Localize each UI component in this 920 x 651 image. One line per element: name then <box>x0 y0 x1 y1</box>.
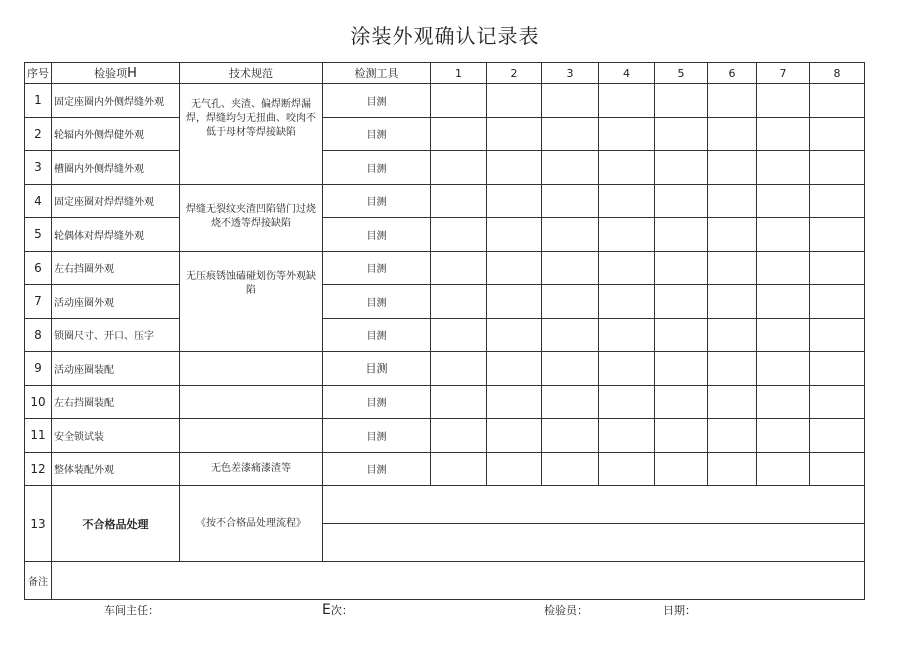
check-cell[interactable] <box>757 285 810 319</box>
check-cell[interactable] <box>655 318 708 352</box>
check-cell[interactable] <box>810 285 865 319</box>
check-cell[interactable] <box>542 285 599 319</box>
table-row <box>25 251 865 285</box>
inspection-item: 轮偶体对焊焊缝外观 <box>52 218 180 252</box>
check-cell[interactable] <box>431 419 487 453</box>
check-cell[interactable] <box>757 385 810 419</box>
check-cell[interactable] <box>542 251 599 285</box>
check-cell[interactable] <box>542 151 599 185</box>
table-row <box>25 218 865 252</box>
row-number: 11 <box>25 419 52 453</box>
check-cell[interactable] <box>487 84 542 118</box>
check-cell[interactable] <box>431 151 487 185</box>
row-number: 7 <box>25 285 52 319</box>
footer-director: 车间主任： <box>104 604 159 617</box>
table-row <box>25 419 865 453</box>
check-cell[interactable] <box>810 218 865 252</box>
check-tool: 目测 <box>323 117 431 151</box>
tech-spec <box>180 352 323 386</box>
check-cell[interactable] <box>599 385 655 419</box>
check-cell[interactable] <box>599 352 655 386</box>
check-cell[interactable] <box>757 84 810 118</box>
inspection-item: 轮辐内外侧焊健外观 <box>52 117 180 151</box>
check-cell[interactable] <box>599 184 655 218</box>
check-cell[interactable] <box>487 385 542 419</box>
check-cell[interactable] <box>708 452 757 486</box>
check-cell[interactable] <box>757 184 810 218</box>
inspection-item: 锁圈尺寸、开口、压字 <box>52 318 180 352</box>
check-cell[interactable] <box>487 251 542 285</box>
check-cell[interactable] <box>599 452 655 486</box>
tech-spec <box>180 385 323 419</box>
table-row <box>25 184 865 218</box>
check-cell[interactable] <box>599 84 655 118</box>
check-cell[interactable] <box>708 385 757 419</box>
header-col-6: 6 <box>708 63 757 84</box>
check-cell[interactable] <box>757 452 810 486</box>
tech-spec: 无气孔、夹渣、偏焊断焊漏焊，焊缝均匀无扭曲、咬肉不低于母材等焊接缺陷 <box>180 84 323 185</box>
remarks-row <box>25 562 865 600</box>
check-cell[interactable] <box>757 117 810 151</box>
check-cell[interactable] <box>542 84 599 118</box>
check-cell[interactable] <box>757 419 810 453</box>
check-cell[interactable] <box>431 84 487 118</box>
check-cell[interactable] <box>487 318 542 352</box>
check-cell[interactable] <box>542 352 599 386</box>
header-col-8: 8 <box>810 63 865 84</box>
table-row <box>25 318 865 352</box>
footer-date: 日期： <box>663 604 696 617</box>
remarks-field[interactable] <box>52 562 865 600</box>
inspection-item: 左右挡圈外观 <box>52 251 180 285</box>
check-cell[interactable] <box>655 251 708 285</box>
tech-spec: 无压痕锈蚀磕碰划伤等外观缺陷 <box>180 251 323 352</box>
table-row <box>25 385 865 419</box>
footer-shift-suffix: 次： <box>330 604 353 617</box>
check-cell[interactable] <box>487 151 542 185</box>
check-cell[interactable] <box>431 285 487 319</box>
check-cell[interactable] <box>542 419 599 453</box>
check-cell[interactable] <box>487 285 542 319</box>
tech-spec: 焊缝无裂纹夹渣凹陷错门过烧烧不透等焊接缺陷 <box>180 184 323 251</box>
check-cell[interactable] <box>655 352 708 386</box>
check-cell[interactable] <box>487 184 542 218</box>
table-row <box>25 285 865 319</box>
check-cell[interactable] <box>708 218 757 252</box>
check-cell[interactable] <box>655 184 708 218</box>
header-col-5: 5 <box>655 63 708 84</box>
check-cell[interactable] <box>810 419 865 453</box>
row-number: 12 <box>25 452 52 486</box>
row-number: 6 <box>25 251 52 285</box>
check-cell[interactable] <box>542 218 599 252</box>
check-cell[interactable] <box>487 218 542 252</box>
inspection-item: 左右挡圈装配 <box>52 385 180 419</box>
check-cell[interactable] <box>708 285 757 319</box>
check-cell[interactable] <box>599 251 655 285</box>
check-cell[interactable] <box>599 151 655 185</box>
row-number: 3 <box>25 151 52 185</box>
inspection-item: 活动座圈装配 <box>52 352 180 386</box>
row-number: 5 <box>25 218 52 252</box>
nonconforming-record[interactable] <box>323 524 865 562</box>
check-cell[interactable] <box>542 184 599 218</box>
check-cell[interactable] <box>487 419 542 453</box>
check-cell[interactable] <box>810 184 865 218</box>
row-number: 1 <box>25 84 52 118</box>
check-cell[interactable] <box>810 117 865 151</box>
check-cell[interactable] <box>708 117 757 151</box>
check-cell[interactable] <box>655 419 708 453</box>
check-cell[interactable] <box>655 117 708 151</box>
inspection-item: 活动座圈外观 <box>52 285 180 319</box>
inspection-item: 固定座圈内外侧焊缝外观 <box>52 84 180 118</box>
header-col-2: 2 <box>487 63 542 84</box>
check-cell[interactable] <box>708 251 757 285</box>
inspection-item: 安全锁试装 <box>52 419 180 453</box>
check-cell[interactable] <box>708 318 757 352</box>
check-cell[interactable] <box>810 84 865 118</box>
tech-spec: 无色差漆痛漆渣等 <box>180 452 323 486</box>
check-cell[interactable] <box>757 218 810 252</box>
check-cell[interactable] <box>708 352 757 386</box>
table-row <box>25 352 865 386</box>
check-cell[interactable] <box>431 251 487 285</box>
check-cell[interactable] <box>810 385 865 419</box>
row-number: 9 <box>25 352 52 386</box>
header-seq: 序号 <box>25 63 52 84</box>
header-spec: 技术规范 <box>180 63 323 84</box>
check-cell[interactable] <box>542 385 599 419</box>
row-number: 10 <box>25 385 52 419</box>
inspection-item: 整体装配外观 <box>52 452 180 486</box>
check-cell[interactable] <box>599 419 655 453</box>
row-number: 2 <box>25 117 52 151</box>
check-cell[interactable] <box>487 452 542 486</box>
check-tool: 目测 <box>323 385 431 419</box>
check-cell[interactable] <box>599 218 655 252</box>
header-tool: 检测工具 <box>323 63 431 84</box>
check-cell[interactable] <box>487 352 542 386</box>
check-cell[interactable] <box>431 318 487 352</box>
check-tool: 目测 <box>323 184 431 218</box>
nonconforming-record[interactable] <box>323 486 865 524</box>
check-cell[interactable] <box>708 84 757 118</box>
header-col-3: 3 <box>542 63 599 84</box>
check-cell[interactable] <box>655 84 708 118</box>
inspection-item: 固定座圈对焊焊缝外观 <box>52 184 180 218</box>
check-cell[interactable] <box>810 251 865 285</box>
check-cell[interactable] <box>810 452 865 486</box>
check-tool: 目测 <box>323 285 431 319</box>
check-cell[interactable] <box>599 117 655 151</box>
header-item <box>52 63 180 84</box>
footer-inspector: 检验员： <box>544 604 588 617</box>
check-cell[interactable] <box>599 318 655 352</box>
check-cell[interactable] <box>542 117 599 151</box>
footer-shift-prefix: E <box>322 602 331 618</box>
check-tool: 目测 <box>323 84 431 118</box>
nonconforming-label: 不合格品处理 <box>52 486 180 562</box>
check-tool: 目测 <box>323 151 431 185</box>
check-cell[interactable] <box>542 318 599 352</box>
check-cell[interactable] <box>757 151 810 185</box>
inspection-table <box>24 62 865 600</box>
check-tool: 目测 <box>323 352 431 386</box>
inspection-item: 槽圈内外侧焊缝外观 <box>52 151 180 185</box>
check-cell[interactable] <box>431 452 487 486</box>
check-cell[interactable] <box>431 352 487 386</box>
check-cell[interactable] <box>431 218 487 252</box>
check-tool: 目测 <box>323 419 431 453</box>
check-cell[interactable] <box>655 218 708 252</box>
check-cell[interactable] <box>655 285 708 319</box>
header-col-1: 1 <box>431 63 487 84</box>
nonconforming-row <box>25 486 865 524</box>
remarks-label: 备注 <box>25 562 52 600</box>
check-cell[interactable] <box>810 318 865 352</box>
footer-shift <box>322 602 353 618</box>
check-cell[interactable] <box>757 318 810 352</box>
header-col-7: 7 <box>757 63 810 84</box>
check-tool: 目测 <box>323 452 431 486</box>
table-row <box>25 117 865 151</box>
row-number: 8 <box>25 318 52 352</box>
check-cell[interactable] <box>431 385 487 419</box>
row-number: 13 <box>25 486 52 562</box>
check-cell[interactable] <box>431 184 487 218</box>
check-cell[interactable] <box>487 117 542 151</box>
table-row <box>25 151 865 185</box>
table-row <box>25 452 865 486</box>
page-title: 涂装外观确认记录表 <box>350 24 540 48</box>
row-number: 4 <box>25 184 52 218</box>
header-col-4: 4 <box>599 63 655 84</box>
header-item-suffix: H <box>127 66 137 81</box>
header-row <box>25 63 865 84</box>
check-tool: 目测 <box>323 218 431 252</box>
check-tool: 目测 <box>323 251 431 285</box>
check-cell[interactable] <box>542 452 599 486</box>
check-tool: 目测 <box>323 318 431 352</box>
check-cell[interactable] <box>810 352 865 386</box>
header-item-prefix: 检验项 <box>94 67 128 80</box>
check-cell[interactable] <box>655 452 708 486</box>
check-cell[interactable] <box>810 151 865 185</box>
table-row <box>25 84 865 118</box>
check-cell[interactable] <box>708 419 757 453</box>
check-cell[interactable] <box>431 117 487 151</box>
check-cell[interactable] <box>655 151 708 185</box>
check-cell[interactable] <box>599 285 655 319</box>
check-cell[interactable] <box>708 184 757 218</box>
check-cell[interactable] <box>757 251 810 285</box>
check-cell[interactable] <box>708 151 757 185</box>
check-cell[interactable] <box>757 352 810 386</box>
nonconforming-spec: 《按不合格品处理流程》 <box>180 486 323 562</box>
check-cell[interactable] <box>655 385 708 419</box>
tech-spec <box>180 419 323 453</box>
